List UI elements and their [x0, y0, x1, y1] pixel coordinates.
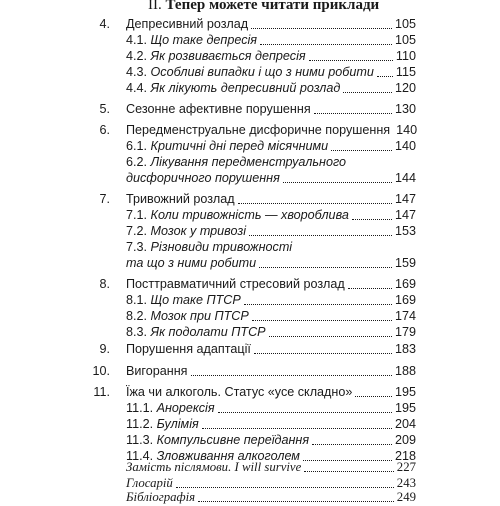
entry-page: 249	[396, 490, 416, 504]
dot-leader	[202, 427, 392, 429]
entry-page: 140	[396, 123, 418, 137]
dot-leader	[254, 352, 392, 354]
entry-page: 195	[394, 385, 416, 399]
entry-label: Передменструальне дисфоричне порушення	[126, 123, 391, 137]
entry-page: 120	[394, 81, 416, 95]
entry-label: Посттравматичний стресовий розлад	[126, 277, 345, 291]
entry-page: 105	[394, 17, 416, 31]
dot-leader	[252, 319, 392, 321]
toc-subentry-continued	[126, 254, 416, 272]
toc-subentry-continued	[126, 169, 416, 187]
entry-page: 144	[394, 171, 416, 185]
entry-number: 8.2.	[126, 309, 148, 323]
entry-label: Що таке депресія	[150, 33, 258, 47]
dot-leader	[377, 75, 393, 77]
dot-leader	[355, 395, 392, 397]
dot-leader	[283, 181, 392, 183]
dot-leader	[218, 411, 392, 413]
entry-label: Як подолати ПТСР	[150, 325, 266, 339]
entry-page: 159	[394, 256, 416, 270]
entry-label: Вигорання	[126, 364, 188, 378]
entry-number: 5.	[99, 102, 110, 116]
dot-leader	[352, 218, 392, 220]
entry-label: Як лікують депресивний розлад	[150, 81, 341, 95]
entry-page: 169	[394, 277, 416, 291]
dot-leader	[312, 443, 392, 445]
part-number: II.	[148, 0, 162, 13]
entry-number: 11.2.	[126, 417, 154, 431]
entry-number: 6.	[99, 123, 110, 137]
entry-page: 169	[394, 293, 416, 307]
dot-leader	[259, 266, 392, 268]
part-title: Тепер можете читати приклади	[165, 0, 380, 13]
entry-label-continued: та що з ними робити	[126, 256, 257, 270]
dot-leader	[269, 335, 392, 337]
entry-number: 7.	[99, 192, 110, 206]
entry-page: 195	[394, 401, 416, 415]
entry-label: Коли тривожність — хвороблива	[150, 208, 349, 222]
toc-subentry	[126, 79, 416, 97]
dot-leader	[304, 470, 394, 472]
entry-label: Особливі випадки і що з ними робити	[150, 65, 374, 79]
entry-number: 8.3.	[126, 325, 148, 339]
entry-number: 6.2.	[126, 155, 148, 169]
entry-page: 147	[394, 208, 416, 222]
dot-leader	[348, 287, 392, 289]
entry-label: Компульсивне переїдання	[156, 433, 310, 447]
entry-page: 188	[394, 364, 416, 378]
entry-page: 147	[394, 192, 416, 206]
toc-subentry	[126, 323, 416, 341]
part-heading	[148, 0, 468, 14]
entry-number: 11.4.	[126, 449, 154, 463]
entry-label: Замість післямови. I will survive	[126, 460, 302, 474]
dot-leader	[238, 202, 392, 204]
dot-leader	[309, 59, 393, 61]
entry-number: 7.1.	[126, 208, 148, 222]
back-matter-entry	[126, 488, 416, 506]
entry-number: 11.3.	[126, 433, 154, 447]
entry-label: Порушення адаптації	[126, 342, 251, 356]
entry-label: Що таке ПТСР	[150, 293, 241, 307]
entry-label-continued: дисфоричного порушення	[126, 171, 280, 185]
dot-leader	[314, 112, 392, 114]
toc-entry	[92, 362, 416, 380]
dot-leader	[198, 500, 394, 502]
entry-label: Депресивний розлад	[126, 17, 249, 31]
entry-label: Критичні дні перед місячними	[150, 139, 329, 153]
toc-entry	[99, 100, 416, 118]
entry-page: 243	[396, 476, 416, 490]
entry-page: 110	[395, 49, 416, 63]
dot-leader	[331, 149, 392, 151]
entry-number: 11.1.	[126, 401, 154, 415]
entry-number: 8.1.	[126, 293, 148, 307]
entry-number: 4.4.	[126, 81, 148, 95]
entry-label: Глосарій	[126, 476, 173, 490]
entry-label: Зловживання алкоголем	[156, 449, 300, 463]
entry-page: 153	[394, 224, 416, 238]
entry-label: Лікування передменструального	[150, 155, 347, 169]
entry-page: 218	[394, 449, 416, 463]
dot-leader	[244, 303, 392, 305]
entry-label: Різновиди тривожності	[150, 240, 293, 254]
entry-label: Мозок при ПТСР	[150, 309, 249, 323]
entry-number: 6.1.	[126, 139, 148, 153]
entry-number: 4.	[99, 17, 110, 31]
entry-label: Булімія	[156, 417, 199, 431]
entry-number: 9.	[99, 342, 110, 356]
dot-leader	[260, 43, 392, 45]
entry-label: Анорексія	[156, 401, 215, 415]
entry-page: 183	[394, 342, 416, 356]
entry-page: 115	[395, 65, 416, 79]
entry-number: 7.3.	[126, 240, 148, 254]
entry-number: 4.3.	[126, 65, 148, 79]
entry-page: 179	[394, 325, 416, 339]
entry-label: Сезонне афективне порушення	[126, 102, 311, 116]
entry-label: Їжа чи алкоголь. Статус «усе складно»	[126, 385, 353, 399]
entry-page: 140	[394, 139, 416, 153]
entry-page: 105	[394, 33, 416, 47]
dot-leader	[343, 91, 392, 93]
entry-page: 174	[394, 309, 416, 323]
entry-page: 209	[394, 433, 416, 447]
entry-label: Мозок у тривозі	[150, 224, 246, 238]
entry-number: 4.2.	[126, 49, 148, 63]
entry-label: Бібліографія	[126, 490, 196, 504]
dot-leader	[249, 234, 392, 236]
entry-label: Як розвивається депресія	[150, 49, 306, 63]
entry-number: 4.1.	[126, 33, 148, 47]
entry-label: Тривожний розлад	[126, 192, 235, 206]
entry-page: 227	[396, 460, 416, 474]
entry-number: 8.	[99, 277, 110, 291]
entry-number: 10.	[92, 364, 110, 378]
entry-number: 7.2.	[126, 224, 148, 238]
dot-leader	[191, 374, 392, 376]
toc-entry	[99, 340, 416, 358]
entry-page: 130	[394, 102, 416, 116]
dot-leader	[251, 27, 392, 29]
entry-number: 11.	[93, 385, 110, 399]
entry-page: 204	[394, 417, 416, 431]
